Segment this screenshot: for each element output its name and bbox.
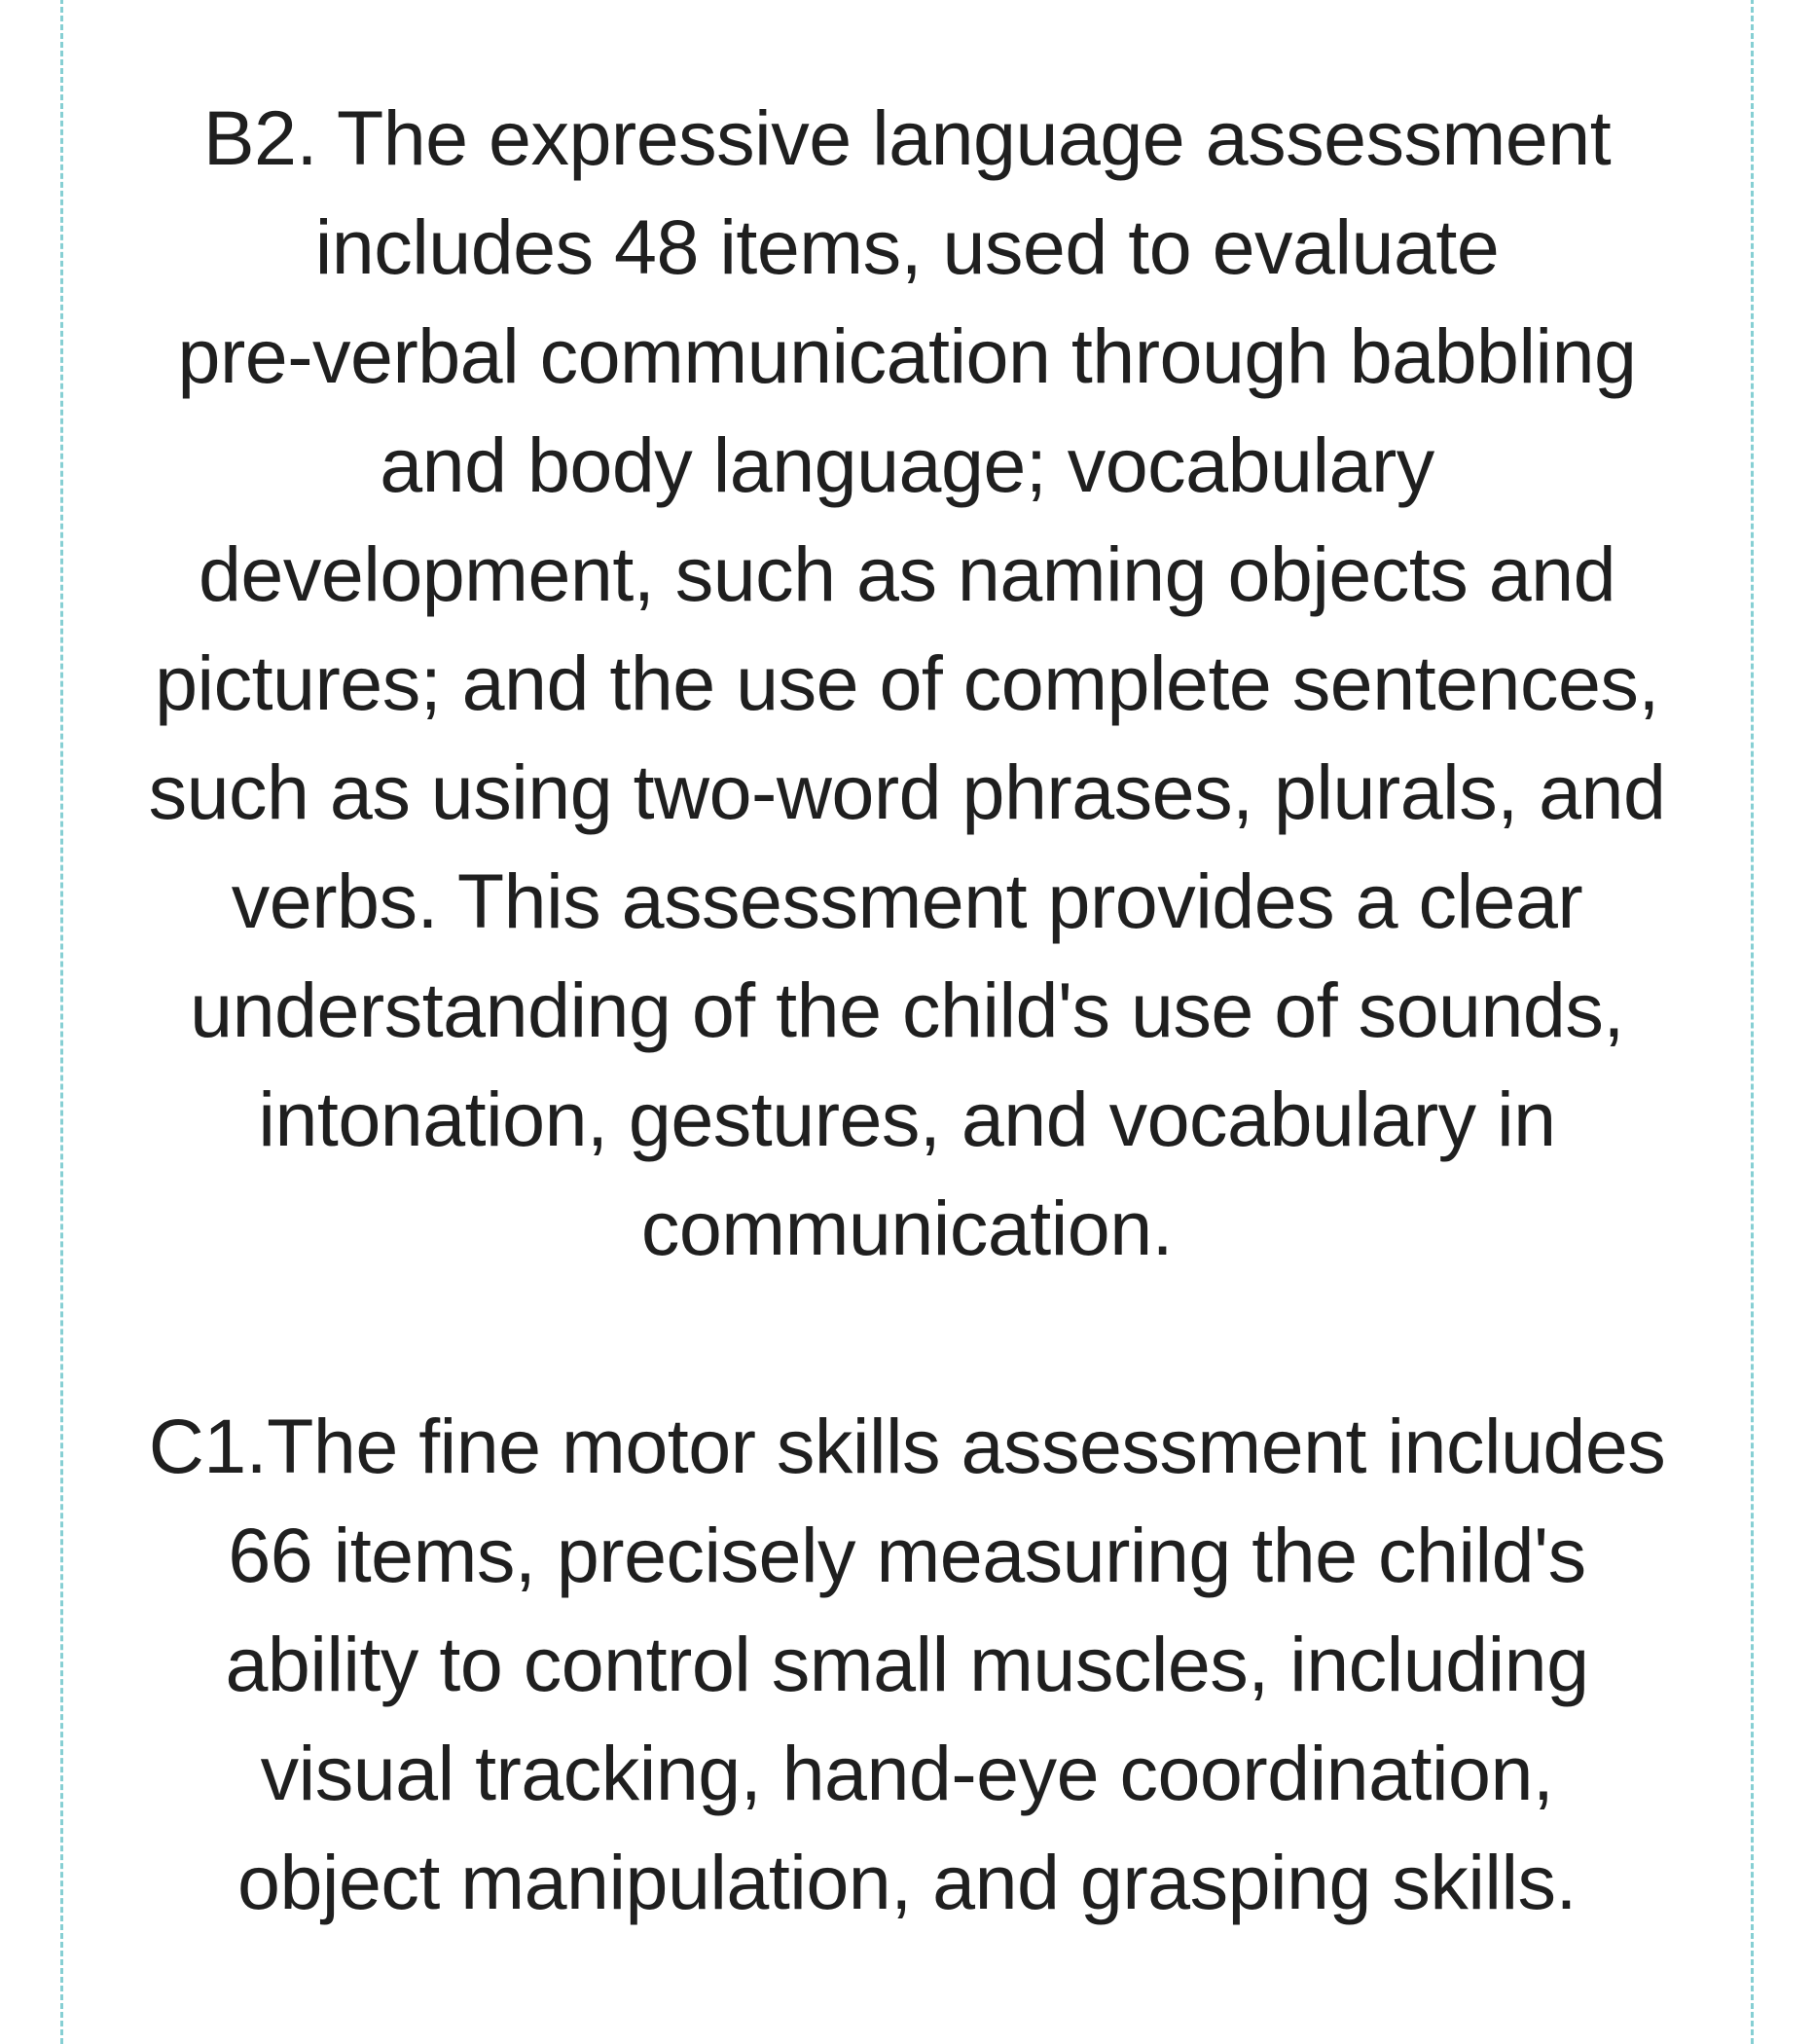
text-line: understanding of the child's use of sounds, (190, 967, 1624, 1053)
text-line: object manipulation, and grasping skills. (237, 1839, 1577, 1925)
text-line: 66 items, precisely measuring the child's (228, 1512, 1586, 1598)
text-line: B2. The expressive language assessment (202, 94, 1612, 181)
text-line: includes 48 items, used to evaluate (314, 203, 1500, 290)
paragraph-c1-fine-motor (136, 1392, 1678, 1937)
text-line: C1.The fine motor skills assessment includes (148, 1403, 1666, 1489)
text-line: visual tracking, hand-eye coordination, (260, 1730, 1554, 1816)
text-line: pictures; and the use of complete sentences, (155, 639, 1659, 726)
paragraph-b2-expressive-language (136, 84, 1678, 1283)
document-body (136, 84, 1678, 1937)
text-line: communication. (640, 1185, 1174, 1271)
text-line: and body language; vocabulary (380, 421, 1434, 508)
text-line: pre-verbal communication through babbling (177, 312, 1637, 399)
text-line: ability to control small muscles, including (225, 1621, 1589, 1707)
text-line: such as using two-word phrases, plurals, and (148, 748, 1666, 835)
text-line: intonation, gestures, and vocabulary in (258, 1076, 1556, 1162)
text-line: verbs. This assessment provides a clear (231, 858, 1583, 944)
text-line: development, such as naming objects and (198, 530, 1616, 617)
